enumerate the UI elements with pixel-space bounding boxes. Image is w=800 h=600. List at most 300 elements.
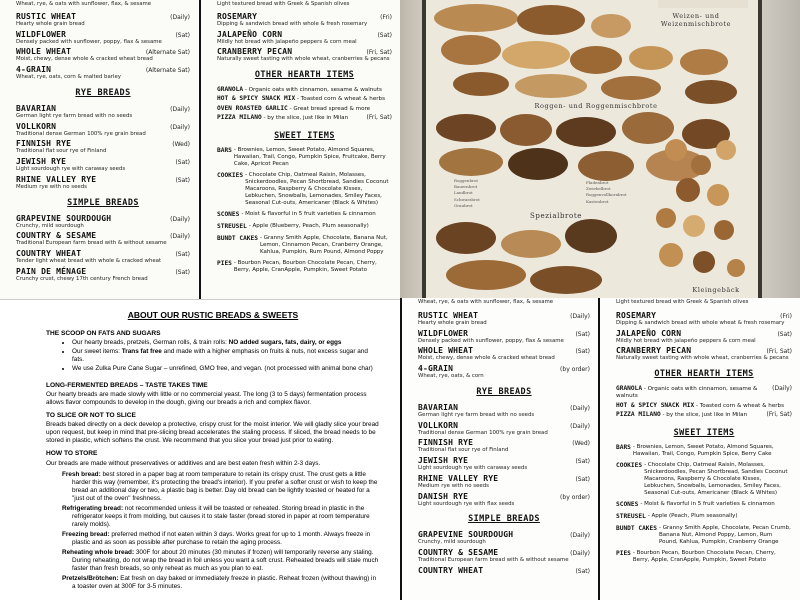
scoop-heading: THE SCOOP ON FATS AND SUGARS: [46, 329, 161, 337]
menu-item-description: Naturally sweet tasting with whole wheat, cranberries & pecans: [217, 56, 390, 63]
menu-item: [616, 311, 792, 327]
hearth-item-body: [616, 385, 772, 401]
sweet-item-name: BUNDT CAKES: [616, 525, 657, 533]
sweet-item-name: SCONES: [616, 501, 639, 509]
menu-page-top-middle: [201, 0, 400, 300]
store-instruction-text: Eat fresh on day baked or immediately freeze in plastic. Reheat frozen (without thawing) in a toaster oven at 300F for 3-5 minutes.: [72, 574, 377, 590]
poster-legend-entry: Landbrot: [454, 190, 473, 196]
article-page: [0, 300, 400, 600]
menu-item-availability: (Daily): [570, 532, 590, 540]
menu-item-availability: (Sat): [175, 251, 190, 258]
menu-item-row: [616, 329, 792, 338]
store-instruction: [62, 505, 380, 529]
menu-item-name: RUSTIC WHEAT: [16, 11, 77, 21]
poster-title-rolls: Kleingebäck: [692, 286, 740, 294]
menu-item: [418, 403, 590, 419]
menu-item-description: Traditional flat sour rye of Finland: [16, 148, 107, 155]
menu-item-description: Wheat, rye, oats, corn & malted barley: [16, 74, 122, 80]
menu-page-bottom-middle: [402, 298, 598, 600]
menu-item-availability: (Daily): [170, 13, 190, 21]
menu-item-availability: (Daily): [170, 233, 190, 241]
hearth-item-name: OVEN ROASTED GARLIC: [217, 104, 288, 112]
menu-item: [16, 214, 190, 230]
sweet-item-text: - Brownies, Lemon, Sweet Potato, Almond Squares, Hawaiian, Trail, Congo, Pumpkin Spice, Berry Cake: [632, 444, 774, 458]
bread-list-top: [418, 311, 590, 380]
sweet-item-text: - Chocolate Chip, Oatmeal Raisin, Molasses, Snickerdoodles, Pecan Shortbread, Sandies Coconut Macaroons, Raspberry & Chocolate Kisses, Lebkuchen, Snowballs, Lemonades, Smiley Faces, Seasonal Cut-outs, Americaner (Black & Whites): [245, 172, 389, 207]
menu-fragment: Light textured bread with Greek & Spanish olives: [616, 299, 749, 305]
hearth-item-text: - Great bread spread & more: [289, 105, 371, 112]
menu-item: [16, 47, 190, 63]
menu-item-name: VOLLKORN: [418, 420, 459, 430]
hearth-item-text: - by the slice, just like in Milan: [662, 411, 748, 418]
menu-fragment: Wheat, rye, & oats with sunflower, flax, & sesame: [418, 299, 554, 305]
menu-item-name: WHOLE WHEAT: [418, 346, 474, 356]
hearth-item-availability: (Fri, Sat): [366, 113, 392, 121]
hearth-item: [217, 114, 392, 122]
menu-item-description: Dipping & sandwich bread with whole wheat & fresh rosemary: [616, 319, 785, 326]
menu-item-availability: (Daily): [570, 404, 590, 412]
menu-item-availability: (Daily): [570, 550, 590, 557]
fermented-heading: LONG-FERMENTED BREADS – TASTE TAKES TIME: [46, 381, 208, 389]
menu-item-name: FINNISH RYE: [16, 139, 72, 149]
menu-item: [16, 175, 190, 191]
sweet-item: [616, 513, 792, 521]
simple-bread-list: [418, 530, 590, 575]
menu-item-description: Naturally sweet tasting with whole wheat, cranberries & pecans: [616, 355, 789, 362]
sweet-item-name: BARS: [217, 147, 232, 155]
menu-item-description: Hearty whole grain bread: [16, 20, 85, 27]
menu-item-row: [418, 421, 590, 430]
menu-item-name: 4-GRAIN: [16, 65, 52, 74]
menu-item: [418, 548, 590, 564]
hearth-item-text: - Organic oats with cinnamon, sesame & walnuts: [244, 87, 382, 93]
sweet-item-text: - Moist & flavorful in 5 fruit varieties & cinnamon: [241, 211, 376, 218]
sweet-item: [616, 444, 792, 458]
menu-item-name: VOLLKORN: [16, 121, 57, 131]
sweet-item-text: - Apple (Blueberry, Peach, Plum seasonally): [248, 223, 369, 230]
scoop-bullets: [72, 339, 380, 373]
menu-item: [418, 530, 590, 546]
menu-item-name: RHINE VALLEY RYE: [418, 473, 499, 483]
menu-item-name: COUNTRY WHEAT: [418, 565, 484, 575]
menu-item: [616, 329, 792, 345]
store-instruction-label: Fresh bread:: [62, 470, 101, 478]
store-instruction-label: Reheating whole bread:: [62, 548, 135, 556]
menu-item-row: [418, 566, 590, 575]
sweet-item: [217, 147, 392, 168]
menu-item-description: Traditional European farm bread with & without sesame: [16, 240, 167, 247]
hearth-item-body: [217, 95, 385, 103]
hearth-item-text: - Toasted corn & wheat & herbs: [696, 402, 785, 409]
sweet-item: [616, 501, 792, 509]
menu-item-name: CRANBERRY PECAN: [217, 47, 293, 57]
menu-item-description: Moist, chewy, dense whole & cracked wheat bread: [418, 355, 555, 362]
hearth-item-text: - by the slice, just like in Milan: [263, 114, 349, 121]
hearth-item-body: [616, 411, 747, 419]
poster-title-wheat-line2: Weizenmischbrote: [660, 20, 732, 28]
menu-item: [16, 104, 190, 120]
hearth-item: [616, 385, 792, 401]
menu-item-availability: (Sat): [575, 330, 590, 338]
poster-legend-entry: Roggenvollkornbrot: [586, 192, 627, 198]
section-heading-sweet: SWEET ITEMS: [274, 131, 335, 142]
menu-item-availability: (Sat): [575, 348, 590, 356]
hearth-item-text: - Organic oats with cinnamon, sesame & walnuts: [616, 386, 758, 400]
menu-item: [418, 566, 590, 575]
menu-item-name: COUNTRY & SESAME: [418, 548, 499, 557]
menu-item: [418, 438, 590, 454]
store-instructions: [62, 471, 380, 591]
menu-item-row: [16, 231, 190, 240]
menu-item-availability: (Alternate Sat): [145, 49, 190, 57]
fermented-text: Our hearty breads are made slowly with little or no commercial yeast. The long (3 to 5 days) fermentation process allows flavor compounds to develop in the dough, giving our breads a rich and complex flavor.: [46, 391, 367, 407]
store-intro: Our breads are made without preservatives or additives and are best eaten fresh within 2-3 days.: [46, 459, 321, 467]
menu-item: [418, 421, 590, 437]
sweet-item: [616, 550, 792, 564]
menu-item-name: DANISH RYE: [418, 491, 469, 501]
scoop-bullet-text: We use Zulka Pure Cane Sugar – unrefined, GMO free, and vegan. (not processed with animal bone char): [72, 364, 373, 372]
menu-item: [16, 122, 190, 138]
simple-bread-list: [16, 214, 190, 283]
sweet-item: [217, 260, 392, 274]
menu-item-row: [16, 47, 190, 56]
bread-poster: [422, 0, 762, 300]
menu-item: [418, 474, 590, 490]
menu-item-availability: (Sat): [175, 176, 190, 184]
scoop-bullet-bold: Trans fat free: [121, 347, 162, 355]
menu-item-description: Moist, chewy, dense whole & cracked wheat bread: [16, 56, 153, 63]
menu-item-availability: (by order): [560, 366, 590, 373]
poster-legend-entry: Bauernbrot: [454, 184, 478, 190]
menu-item: [418, 311, 590, 327]
rye-bread-list: [16, 104, 190, 191]
menu-item-availability: (Sat): [175, 159, 190, 166]
sweet-item-text: - Bourbon Pecan, Bourbon Chocolate Pecan, Cherry, Berry, Apple, CranApple, Pumpkin, Sweet Potato: [632, 550, 776, 564]
menu-item-row: [217, 30, 392, 39]
poster-legend-entry: Kastenbrot: [586, 198, 609, 204]
store-instruction: [62, 575, 380, 591]
menu-item-description: Densely packed with sunflower, poppy, flax & sesame: [16, 38, 162, 45]
menu-item-name: WHOLE WHEAT: [16, 47, 72, 57]
poster-legend-entry: Graubrot: [454, 202, 473, 208]
menu-item-name: PAIN DE MÉNAGE: [16, 266, 87, 276]
section-heading-simple: SIMPLE BREADS: [468, 514, 540, 525]
menu-item-description: Wheat, rye, oats, & corn: [418, 373, 484, 379]
menu-item-availability: (Fri, Sat): [766, 348, 792, 356]
menu-item-availability: (Daily): [570, 312, 590, 320]
hearth-item: [217, 95, 392, 103]
section-heading-rye: RYE BREADS: [75, 87, 131, 98]
hearth-item-list: [616, 385, 792, 419]
bread-list-top: [217, 12, 392, 63]
store-instruction: [62, 531, 380, 547]
sweet-item-name: BARS: [616, 444, 631, 452]
menu-item-row: [16, 12, 190, 21]
menu-item-description: Dipping & sandwich bread with whole & fresh rosemary: [217, 20, 368, 27]
menu-item-row: [616, 346, 792, 355]
poster-title-wheat-line1: Weizen- und: [672, 12, 720, 20]
poster-legend-entry: Fladenbrot: [586, 180, 609, 185]
menu-item-description: Traditional dense German 100% rye grain bread: [418, 429, 548, 436]
menu-item-availability: (Daily): [170, 123, 190, 131]
menu-item-name: FINNISH RYE: [418, 438, 474, 448]
menu-item: [16, 267, 190, 283]
menu-item-availability: (Sat): [377, 31, 392, 39]
hearth-item-body: [217, 105, 370, 113]
store-instruction-text: not recommended unless it will be toasted or reheated. Storing bread in plastic in the refrigerator keeps it from molding, but causes it to stale faster (bread stored in paper at room temperature rarely molds).: [72, 504, 370, 528]
scoop-bullet-tail: and made with a higher emphasis on fruits & nuts, not excess sugar and fats.: [72, 347, 368, 363]
sweet-item-name: STREUSEL: [616, 513, 646, 521]
section-heading-rye: RYE BREADS: [476, 386, 532, 397]
menu-item-description: Light sourdough rye with flax seeds: [418, 500, 515, 507]
store-instruction: [62, 471, 380, 503]
hearth-item: [616, 402, 792, 410]
menu-item: [16, 139, 190, 155]
slice-text: Breads baked directly on a deck develop a protective, crispy crust for the moist interior. We will gladly slice your bread upon request, but keep in mind that pre-slicing bread accelerates the staling process. If sliced, the bread needs to be stored in plastic, which softens the crust. We recommend that you slice your bread just prior to eating.: [46, 421, 379, 445]
menu-item: [418, 492, 590, 508]
menu-item-row: [16, 104, 190, 113]
menu-item-name: BAVARIAN: [16, 103, 57, 113]
rye-bread-list: [418, 403, 590, 508]
hearth-item: [616, 411, 792, 419]
menu-item-description: Traditional European farm bread with & without sesame: [418, 557, 569, 563]
hearth-item-name: PIZZA MILANO: [217, 113, 262, 121]
hearth-item-availability: (Fri, Sat): [766, 410, 792, 418]
menu-item-description: Medium rye with no seeds: [418, 482, 489, 489]
sweet-item: [217, 172, 392, 207]
menu-item-name: JEWISH RYE: [418, 456, 469, 465]
sweet-item-text: - Granny Smith Apple, Chocolate, Pecan Crumb, Banana Nut, Almond Poppy, Lemon, Rum Pound, Kahlua, Pumpkin, Cranberry Orange: [658, 525, 791, 546]
menu-item: [418, 364, 590, 380]
scoop-bullet-text: Our hearty breads, pretzels, German rolls, & train rolls:: [72, 338, 229, 346]
menu-item-row: [418, 548, 590, 557]
menu-page-bottom-right: [600, 298, 800, 600]
menu-item-row: [418, 492, 590, 501]
menu-item-row: [16, 65, 190, 74]
bread-list-top: [616, 311, 792, 362]
scoop-bullet-bold: NO added sugars, fats, dairy, or eggs: [228, 338, 342, 346]
menu-item-availability: (Fri): [780, 312, 792, 320]
menu-item-row: [418, 474, 590, 483]
sweet-item-name: COOKIES: [217, 172, 244, 180]
hearth-item-name: GRANOLA: [616, 385, 643, 392]
menu-item: [16, 231, 190, 247]
store-instruction-label: Refrigerating bread:: [62, 504, 124, 512]
menu-item-description: Medium rye with no seeds: [16, 183, 87, 190]
sweet-item: [616, 462, 792, 497]
menu-item-row: [16, 30, 190, 39]
menu-item-name: COUNTRY WHEAT: [16, 249, 82, 258]
scoop-bullet: [72, 348, 380, 364]
hearth-item-body: [217, 86, 382, 94]
menu-item-row: [418, 403, 590, 412]
menu-item-row: [418, 456, 590, 465]
menu-item-row: [16, 175, 190, 184]
store-instruction-text: 300F for about 20 minutes (30 minutes if frozen) will temporarily reverse any staling. During reheating, do not wrap the bread in foil unless you want a soft crust. Reheated breads will stale much faster than fresh breads, so only reheat as much as you plan to eat.: [72, 548, 379, 572]
menu-item-description: German light rye farm bread with no seeds: [418, 411, 535, 418]
menu-item-row: [16, 249, 190, 258]
sweet-item-name: BUNDT CAKES: [217, 235, 258, 243]
menu-item: [217, 47, 392, 63]
poster-legend-entry: Zwiebelbrot: [586, 186, 611, 192]
sweet-item-text: - Apple (Peach, Plum seasonally): [647, 513, 738, 520]
menu-item-row: [16, 139, 190, 148]
section-heading-simple: SIMPLE BREADS: [67, 197, 139, 208]
menu-item: [16, 249, 190, 265]
hearth-item-name: PIZZA MILANO: [616, 410, 661, 418]
store-instruction-text: preferred method if not eaten within 3 days. Works great for up to 1 month. Always freeze in plastic and as soon as possible after purchase to retain the aging process.: [72, 530, 371, 546]
menu-item-description: Crunchy, mild sourdough: [16, 222, 84, 229]
menu-item-row: [616, 311, 792, 320]
menu-item-row: [16, 122, 190, 131]
menu-item-row: [418, 364, 590, 373]
hearth-item-name: HOT & SPICY SNACK MIX: [616, 401, 695, 409]
menu-item-availability: (Sat): [575, 567, 590, 575]
menu-item-availability: (Wed): [172, 141, 190, 149]
sweet-item-name: STREUSEL: [217, 223, 247, 231]
hearth-item-list: [217, 86, 392, 122]
menu-item-availability: (Alternate Sat): [145, 67, 190, 74]
section-heading-hearth: OTHER HEARTH ITEMS: [254, 70, 355, 80]
sweet-item-text: - Moist & flavorful in 5 fruit varieties & cinnamon: [640, 501, 775, 508]
menu-item-description: Hearty whole grain bread: [418, 319, 487, 326]
menu-item: [616, 346, 792, 362]
menu-item-name: RUSTIC WHEAT: [418, 310, 479, 320]
menu-item-name: WILDFLOWER: [418, 328, 469, 338]
menu-item: [418, 329, 590, 345]
sweet-item-name: COOKIES: [616, 462, 643, 470]
menu-item-description: Traditional dense German 100% rye grain bread: [16, 130, 146, 137]
menu-fragment: Wheat, rye, & oats with sunflower, flax, & sesame: [16, 1, 152, 7]
hearth-item-name: HOT & SPICY SNACK MIX: [217, 95, 296, 103]
hearth-item-body: [616, 402, 784, 410]
article-title: ABOUT OUR RUSTIC BREADS & SWEETS: [127, 310, 299, 320]
menu-item: [418, 456, 590, 472]
menu-item-name: GRAPEVINE SOURDOUGH: [418, 530, 514, 540]
menu-item-row: [217, 12, 392, 21]
store-instruction-text: best stored in a paper bag at room temperature to retain its crispy crust. The crust gets a little harder this way (remember, it's protecting the bread's interior). If you prefer a softer crust or wish to keep the bread an additional day or two, a plastic bag is better. Day old bread can be lightly toasted or heated for a "just out of the oven" freshness.: [72, 470, 378, 502]
menu-item-description: Light sourdough rye with caraway seeds: [418, 465, 528, 471]
menu-fragment: Light textured bread with Greek & Spanish olives: [217, 1, 350, 7]
store-heading: HOW TO STORE: [46, 450, 98, 458]
sweet-item-text: - Chocolate Chip, Oatmeal Raisin, Molasses, Snickerdoodles, Pecan Shortbread, Sandies Coconut Macaroons, Raspberry & Chocolate Kisses, Lebkuchen, Snowballs, Lemonades, Smiley Faces, Seasonal Cut-outs, Americaner (Black & Whites): [644, 462, 788, 497]
menu-item-name: JALAPEÑO CORN: [616, 328, 682, 338]
slice-heading: TO SLICE OR NOT TO SLICE: [46, 412, 136, 420]
menu-item-availability: (Daily): [170, 215, 190, 223]
menu-page-top-left: [0, 0, 198, 300]
store-instruction-label: Freezing bread:: [62, 530, 110, 538]
sweet-item-text: - Bourbon Pecan, Bourbon Chocolate Pecan, Cherry, Berry, Apple, CranApple, Pumpkin, Sweet Potato: [233, 260, 377, 274]
menu-item-row: [418, 438, 590, 447]
menu-item-availability: (Sat): [777, 330, 792, 338]
menu-item: [16, 12, 190, 28]
section-heading-hearth: OTHER HEARTH ITEMS: [654, 369, 754, 379]
menu-item-availability: (Fri, Sat): [366, 49, 392, 57]
hearth-item: [217, 105, 392, 113]
menu-item-availability: (Daily): [570, 422, 590, 430]
menu-item-name: 4-GRAIN: [418, 364, 454, 373]
sweet-item: [217, 223, 392, 231]
bread-list-top: [16, 12, 190, 81]
poster-title-special: Spezialbrote: [530, 212, 582, 220]
menu-item-availability: (Sat): [175, 268, 190, 276]
menu-item-description: Crunchy, mild sourdough: [418, 539, 486, 546]
scoop-bullet: [72, 365, 380, 373]
menu-item-name: GRAPEVINE SOURDOUGH: [16, 213, 112, 223]
hearth-item-text: - Toasted corn & wheat & herbs: [297, 96, 386, 103]
hearth-item-name: GRANOLA: [217, 86, 244, 93]
menu-item-row: [418, 346, 590, 355]
menu-item-description: Light sourdough rye with caraway seeds: [16, 166, 126, 172]
menu-item-name: WILDFLOWER: [16, 29, 67, 39]
menu-item: [217, 30, 392, 46]
menu-item-name: JALAPEÑO CORN: [217, 29, 283, 39]
menu-item-description: Crunchy crust, chewy 17th century French bread: [16, 275, 148, 282]
menu-item-row: [418, 329, 590, 338]
menu-item-row: [16, 157, 190, 166]
sweet-item-list: [616, 444, 792, 564]
sweet-item-name: PIES: [616, 550, 631, 558]
menu-item-row: [16, 267, 190, 276]
menu-item-name: BAVARIAN: [418, 402, 459, 412]
menu-item-name: RHINE VALLEY RYE: [16, 174, 97, 184]
menu-item-description: Densely packed with sunflower, poppy, flax & sesame: [418, 337, 564, 344]
menu-item-availability: (Sat): [575, 475, 590, 483]
menu-item-name: ROSEMARY: [616, 310, 657, 320]
menu-item-availability: (Wed): [572, 440, 590, 448]
menu-item: [16, 157, 190, 173]
sweet-item-list: [217, 147, 392, 274]
sweet-item: [616, 525, 792, 546]
menu-item: [16, 65, 190, 81]
poster-legend-entry: Schwarzbrot: [454, 196, 480, 202]
menu-item: [16, 30, 190, 46]
menu-item-name: JEWISH RYE: [16, 157, 67, 166]
menu-item-row: [217, 47, 392, 56]
poster-legend-entry: Roggenbrot: [454, 178, 478, 183]
scoop-bullet-text: Our sweet items:: [72, 347, 122, 355]
menu-item-row: [16, 214, 190, 223]
scoop-bullet: [72, 339, 380, 347]
menu-item: [217, 12, 392, 28]
section-heading-sweet: SWEET ITEMS: [673, 428, 735, 439]
menu-item-description: Mildly hot bread with jalapeño peppers & corn meal: [217, 38, 357, 45]
menu-item-description: Traditional flat sour rye of Finland: [418, 447, 509, 454]
hearth-item-body: [217, 114, 348, 122]
sweet-item-text: - Brownies, Lemon, Sweet Potato, Almond Squares, Hawaiian, Trail, Congo, Pumpkin Spice, Fruitcake, Berry Cake, Apricot Pecan: [233, 147, 386, 168]
menu-item-availability: (Sat): [175, 31, 190, 39]
menu-item-description: German light rye farm bread with no seeds: [16, 112, 133, 119]
poster-title-rye: Roggen- und Roggenmischbrote: [534, 102, 658, 110]
sweet-item-name: SCONES: [217, 211, 240, 219]
menu-item-availability: (Sat): [575, 458, 590, 465]
store-instruction-label: Pretzels/Brötchen:: [62, 574, 119, 582]
menu-item-row: [418, 530, 590, 539]
bread-illustrations: [426, 0, 758, 300]
menu-item-name: ROSEMARY: [217, 11, 258, 21]
menu-item-row: [418, 311, 590, 320]
hearth-item-availability: (Daily): [772, 385, 792, 392]
menu-item-name: CRANBERRY PECAN: [616, 346, 692, 356]
sweet-item-text: - Granny Smith Apple, Chocolate, Banana Nut, Lemon, Cinnamon Pecan, Cranberry Orange, Kahlua, Pumpkin, Rum Pound, Almond Poppy: [259, 235, 388, 256]
sweet-item: [217, 211, 392, 219]
menu-item-description: Tender light wheat bread with whole & cracked wheat: [16, 258, 162, 264]
store-instruction: [62, 549, 380, 573]
sweet-item: [217, 235, 392, 256]
menu-item-name: COUNTRY & SESAME: [16, 231, 97, 241]
sweet-item-name: PIES: [217, 260, 232, 268]
menu-item-availability: (Daily): [170, 105, 190, 113]
